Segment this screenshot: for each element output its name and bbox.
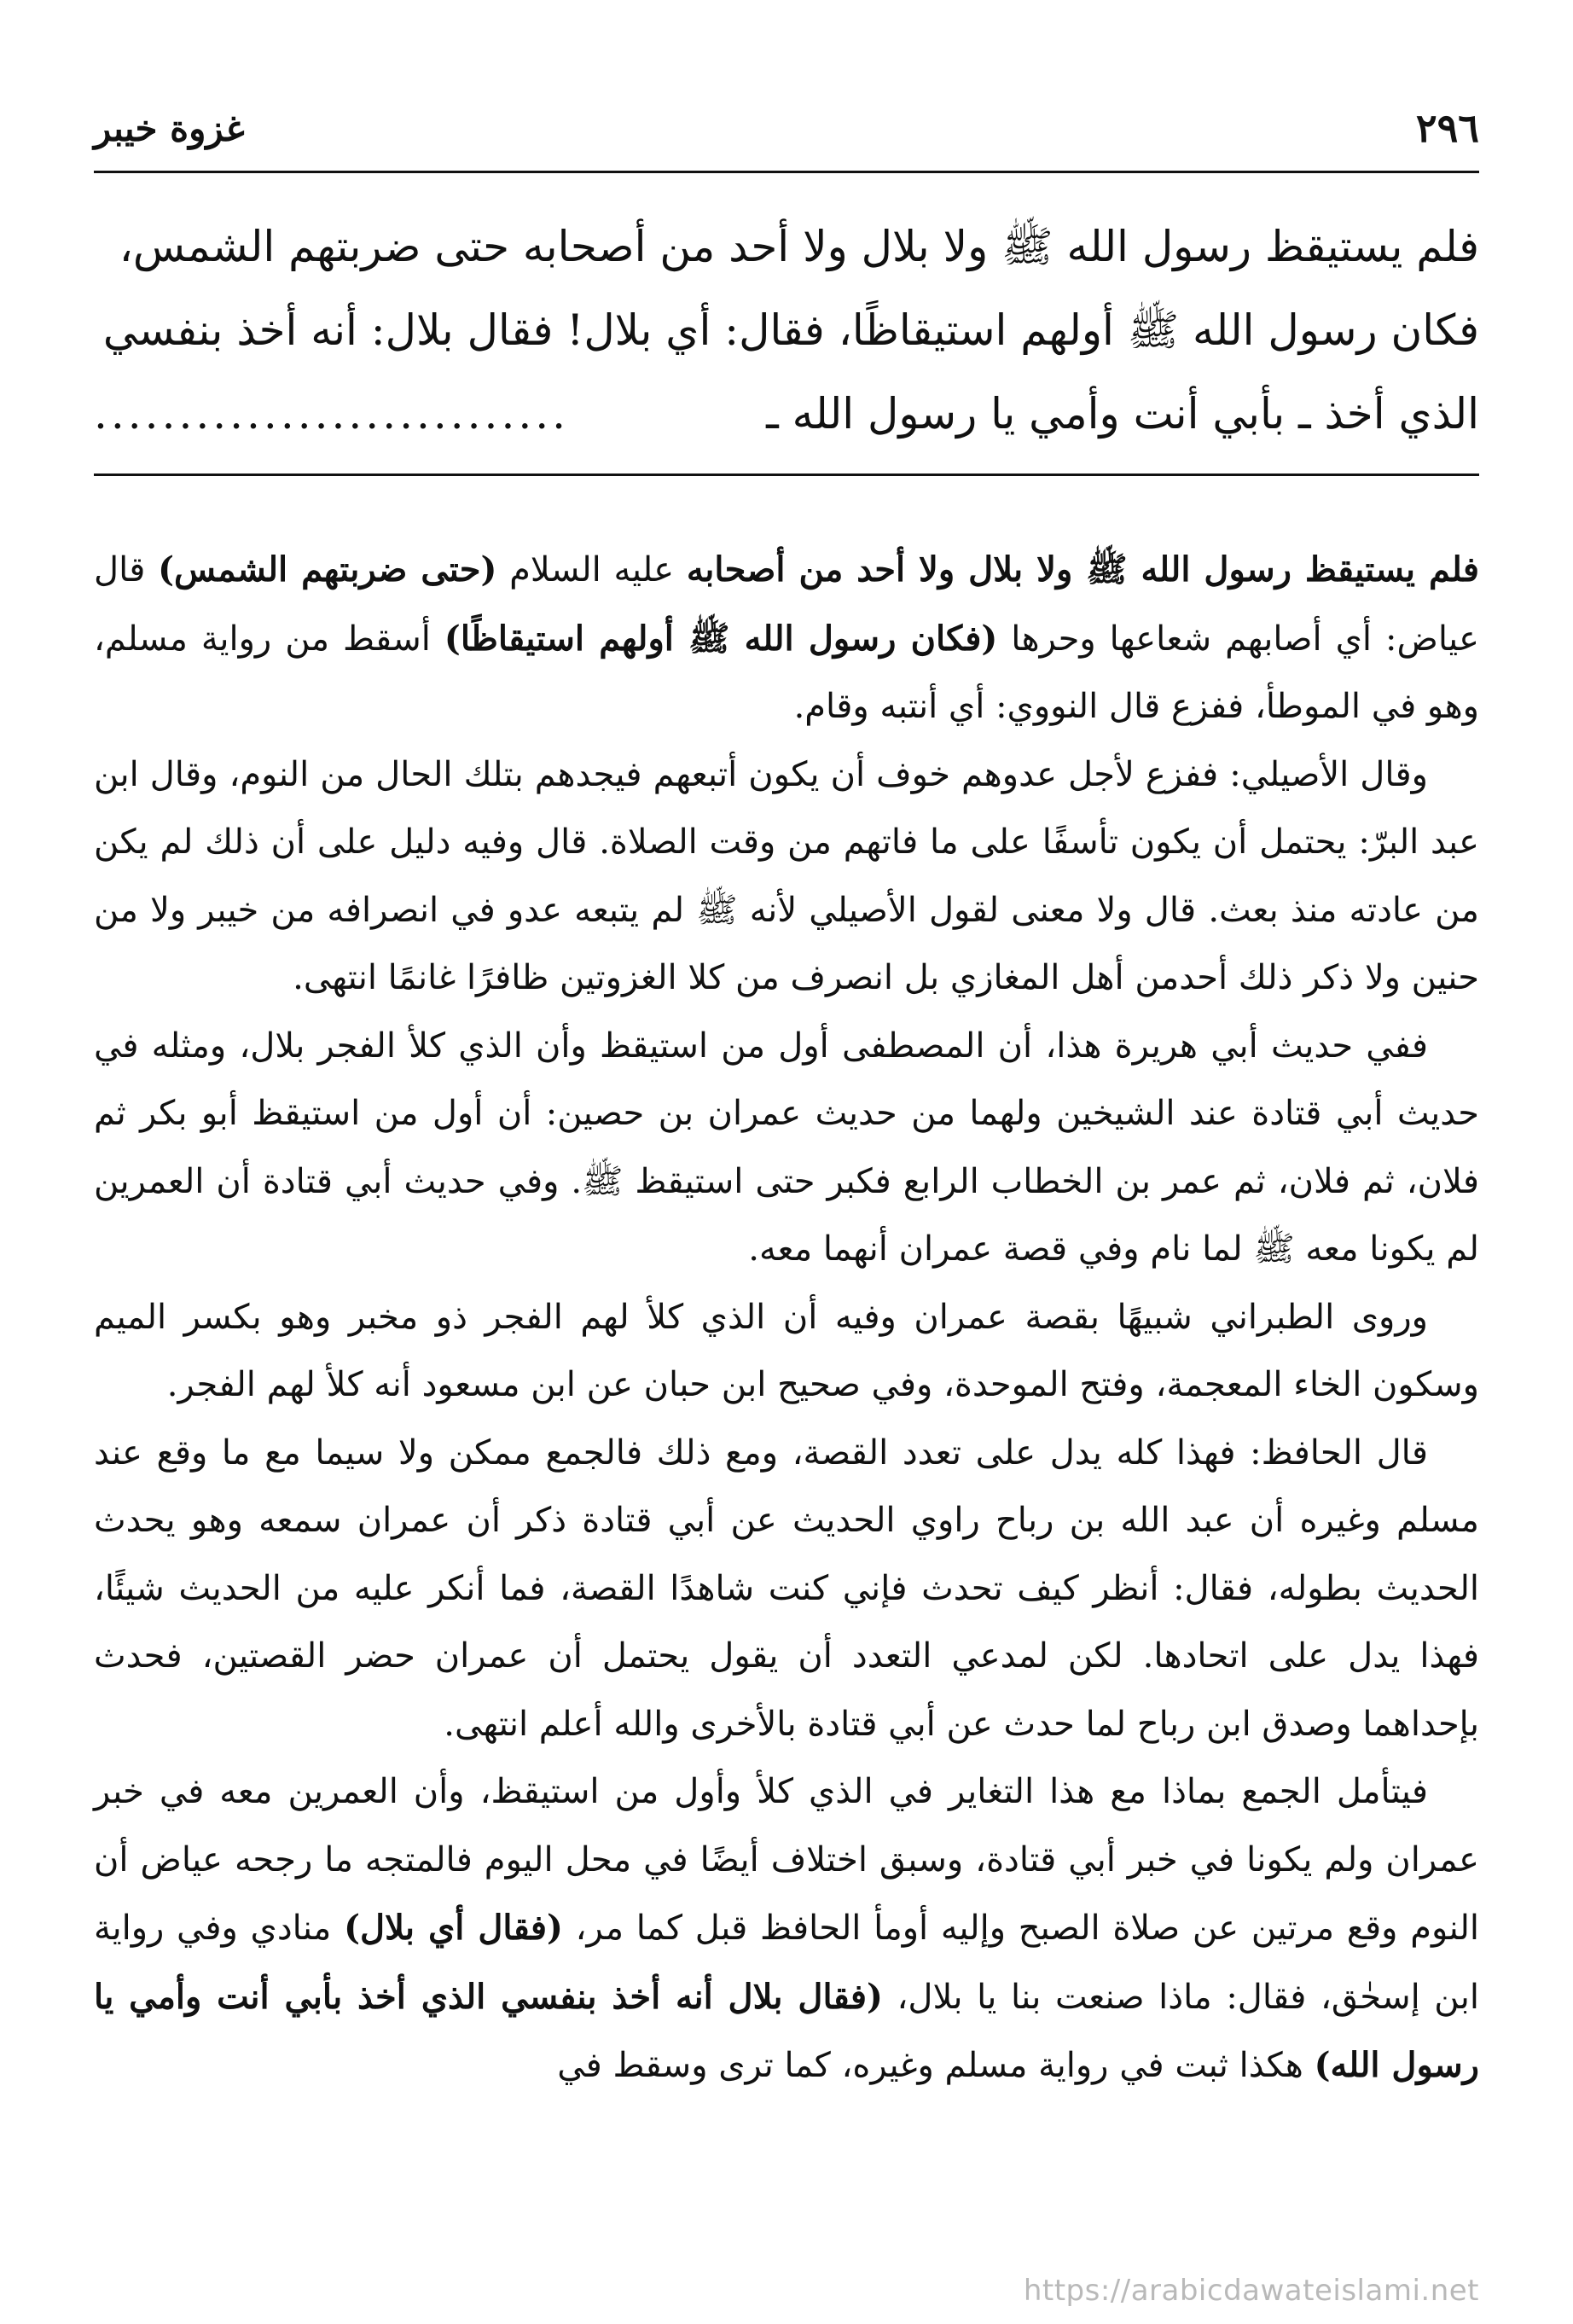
quoted-matn: (فقال أي بلال) bbox=[344, 1908, 563, 1948]
separator-rule bbox=[94, 474, 1479, 476]
running-title: غزوة خيبر bbox=[94, 107, 245, 149]
commentary-span: فيتأمل الجمع بماذا مع هذا التغاير في الذي كلأ وأول من استيقظ، وأن العمرين معه في خبر عمران ولم يكونا في خبر أبي قتادة، وسبق اختلاف أيضًا في محل اليوم فالمتجه ما رجحه عياض أن النوم وقع مرتين عن صلاة الصبح وإليه أومأ الحافظ قبل كما مر، bbox=[94, 1772, 1480, 1948]
commentary-span: قال عياض: أي أصابهم شعاعها وحرها bbox=[94, 550, 1479, 659]
quoted-matn: فلم يستيقظ رسول الله ﷺ ولا بلال ولا أحد من أصحابه bbox=[686, 549, 1479, 590]
commentary-span: هكذا ثبت في رواية مسلم وغيره، كما ترى وسقط في bbox=[557, 2046, 1315, 2085]
hadith-line: فلم يستيقظ رسول الله ﷺ ولا بلال ولا أحد من أصحابه حتى ضربتهم الشمس، bbox=[119, 222, 1479, 271]
hadith-line bbox=[94, 372, 1479, 456]
commentary-paragraph: وقال الأصيلي: ففزع لأجل عدوهم خوف أن يكون أتبعهم فيجدهم بتلك الحال من النوم، وقال ابن عبد البرّ: يحتمل أن يكون تأسفًا على ما فاتهم من وقت الصلاة. قال وفيه دليل على أن ذلك لم يكن من عادته منذ بعث. قال ولا معنى لقول الأصيلي لأنه ﷺ لم يتبعه عدو في انصرافه من خيبر ولا من حنين ولا ذكر ذلك أحدمن أهل المغازي بل انصرف من كلا الغزوتين ظافرًا غانمًا انتهى. bbox=[94, 754, 1479, 997]
header-rule bbox=[94, 171, 1479, 173]
page-header bbox=[94, 94, 1479, 162]
quoted-matn: (فكان رسول الله ﷺ أولهم استيقاظًا) bbox=[444, 618, 998, 659]
commentary-span: أسقط من رواية مسلم، وهو في الموطأ، ففزع قال النووي: أي أنتبه وقام. bbox=[94, 619, 1479, 726]
commentary-paragraph: قال الحافظ: فهذا كله يدل على تعدد القصة، ومع ذلك فالجمع ممكن ولا سيما مع ما وقع عند مسلم وغيره أن عبد الله بن رباح راوي الحديث عن أبي قتادة ذكر أن عمران سمعه وهو يحدث الحديث بطوله، فقال: أنظر كيف تحدث فإني كنت شاهدًا القصة، فما أنكر عليه من الحديث شيئًا، فهذا يدل على اتحادها. لكن لمدعي التعدد أن يقول يحتمل أن عمران حضر القصتين، فحدث بإحداهما وصدق ابن رباح لما حدث عن أبي قتادة بالأخرى والله أعلم انتهى. bbox=[94, 1432, 1479, 1744]
quoted-matn: (فقال بلال أنه أخذ بنفسي الذي أخذ بأبي أنت وأمي يا رسول الله) bbox=[94, 1976, 1479, 2085]
hadith-line-text: الذي أخذ ـ بأبي أنت وأمي يا رسول الله ـ bbox=[766, 389, 1479, 439]
quoted-matn: (حتى ضربتهم الشمس) bbox=[158, 549, 497, 590]
watermark-url: https://arabicdawateislami.net bbox=[1023, 2274, 1479, 2308]
hadith-line: فكان رسول الله ﷺ أولهم استيقاظًا، فقال: أي بلال! فقال بلال: أنه أخذ بنفسي bbox=[102, 305, 1479, 355]
commentary-span: عليه السلام bbox=[496, 550, 687, 590]
commentary-paragraph bbox=[94, 536, 1479, 741]
hadith-text bbox=[94, 205, 1479, 456]
commentary-paragraph: وروى الطبراني شبيهًا بقصة عمران وفيه أن الذي كلأ لهم الفجر ذو مخبر وهو بكسر الميم وسكون الخاء المعجمة، وفتح الموحدة، وفي صحيح ابن حبان عن ابن مسعود أنه كلأ لهم الفجر. bbox=[94, 1297, 1479, 1404]
commentary-span: منادي وفي رواية ابن إسحٰق، فقال: ماذا صنعت بنا يا بلال، bbox=[94, 1909, 1480, 2017]
commentary-paragraph bbox=[94, 1758, 1479, 2100]
ellipsis-dots: ............................ bbox=[94, 389, 570, 439]
commentary-text bbox=[94, 536, 1479, 2100]
commentary-paragraph: ففي حديث أبي هريرة هذا، أن المصطفى أول من استيقظ وأن الذي كلأ الفجر بلال، ومثله في حديث أبي قتادة عند الشيخين ولهما من حديث عمران بن حصين: أن أول من استيقظ أبو بكر ثم فلان، ثم فلان، ثم عمر بن الخطاب الرابع فكبر حتى استيقظ ﷺ. وفي حديث أبي قتادة أن العمرين لم يكونا معه ﷺ لما نام وفي قصة عمران أنهما معه. bbox=[94, 1025, 1480, 1269]
page-number: ٢٩٦ bbox=[1415, 105, 1479, 151]
